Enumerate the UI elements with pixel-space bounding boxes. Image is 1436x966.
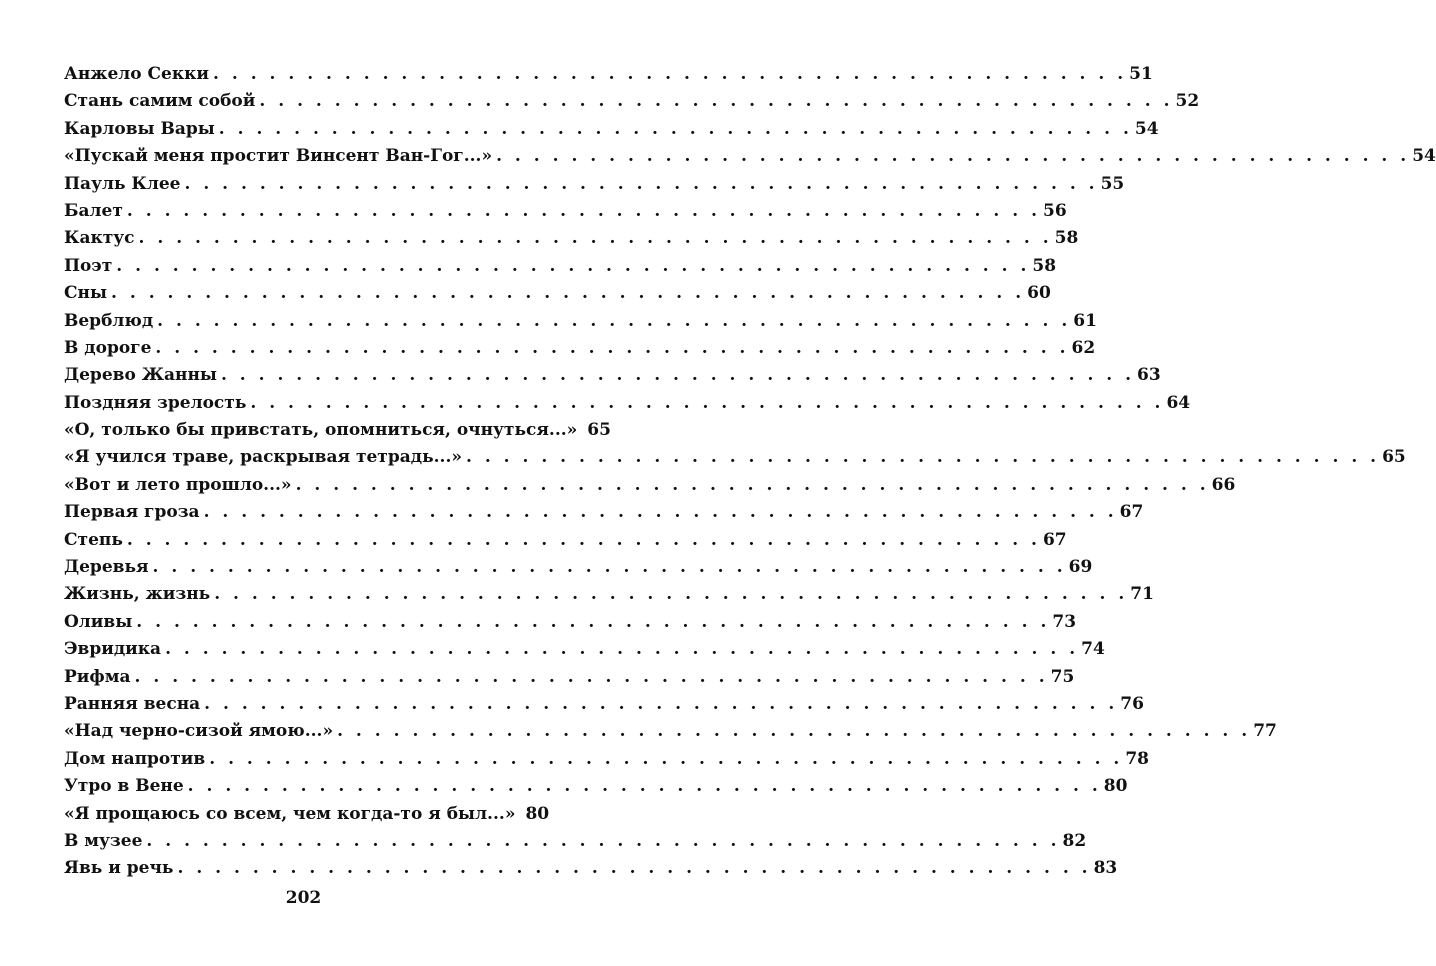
toc-entry-page: 80: [1103, 776, 1128, 797]
toc-entry-title: «Я учился траве, раскрывая тетрадь...»: [64, 447, 462, 468]
toc-entry: [64, 584, 1154, 611]
toc-entry-title: Степь: [64, 529, 123, 550]
toc-entry-title: Рифма: [64, 666, 131, 687]
toc-entry-page: 61: [1073, 310, 1097, 331]
toc-entry-title: Эвридика: [64, 639, 162, 660]
toc-entry: [64, 666, 1075, 694]
dot-leader: [136, 612, 1046, 632]
toc-entry: [64, 474, 1236, 502]
toc-entry: [64, 776, 1128, 803]
toc-entry: [64, 830, 1087, 858]
toc-entry-title: Верблюд: [64, 310, 154, 331]
dot-leader: [250, 393, 1160, 413]
dot-leader: [157, 311, 1067, 331]
dot-leader: [139, 228, 1049, 248]
toc-entry: [64, 529, 1067, 557]
toc-entry-page: 71: [1130, 584, 1154, 605]
dot-leader: [213, 64, 1123, 84]
toc-entry-title: В дороге: [64, 337, 152, 358]
toc-entry: [64, 91, 1200, 118]
toc-entry: [64, 64, 1153, 91]
toc-entry-title: Дом напротив: [64, 748, 206, 769]
dot-leader: [116, 256, 1026, 276]
toc-entry-page: 74: [1081, 639, 1105, 660]
toc-entry-page: 58: [1032, 255, 1057, 276]
toc-entry-title: Ранняя весна: [64, 693, 201, 714]
toc-entry-page: 78: [1125, 748, 1149, 769]
toc-entry: [64, 365, 1161, 392]
dot-leader: [153, 557, 1063, 577]
toc-entry-title: «Вот и лето прошло...»: [64, 474, 292, 495]
toc-entry: [64, 693, 1144, 721]
toc-entry-page: 69: [1068, 557, 1093, 578]
toc-entry-page: 65: [1382, 447, 1406, 468]
table-of-contents: [64, 64, 1436, 886]
toc-entry-title: Оливы: [64, 611, 133, 632]
toc-entry-page: 65: [587, 420, 611, 441]
toc-entry-title: Поэт: [64, 255, 113, 276]
toc-entry-page: 62: [1071, 337, 1096, 358]
dot-leader: [111, 283, 1021, 303]
toc-entry-page: 66: [1211, 474, 1236, 495]
toc-entry-title: Первая гроза: [64, 502, 200, 523]
dot-leader: [188, 776, 1098, 796]
toc-entry: [64, 200, 1067, 228]
toc-entry-page: 73: [1052, 611, 1077, 632]
toc-entry-title: Дерево Жанны: [64, 365, 217, 386]
toc-entry-title: Карловы Вары: [64, 118, 215, 139]
dot-leader: [204, 502, 1114, 522]
toc-entry-page: 67: [1119, 502, 1144, 523]
toc-entry-title: Пауль Клее: [64, 173, 181, 194]
toc-entry: [64, 611, 1077, 639]
toc-entry-page: 54: [1412, 146, 1436, 167]
toc-entry-title: Анжело Секки: [64, 64, 210, 84]
toc-entry-title: Явь и речь: [64, 858, 174, 879]
toc-entry-title: Кактус: [64, 228, 135, 249]
toc-entry: [64, 337, 1096, 365]
toc-entry: [64, 502, 1144, 529]
dot-leader: [146, 831, 1056, 851]
toc-entry-title: Жизнь, жизнь: [64, 584, 211, 605]
toc-entry-page: 55: [1100, 173, 1125, 194]
toc-entry-page: 76: [1120, 693, 1144, 714]
toc-entry-title: «Над черно-сизой ямою...»: [64, 721, 334, 742]
dot-leader: [127, 530, 1037, 550]
toc-entry: [64, 228, 1079, 255]
toc-entry: [64, 310, 1097, 338]
toc-entry-title: «Пускай меня простит Винсент Ван-Гог...»: [64, 146, 493, 167]
toc-entry-page: 80: [525, 803, 550, 824]
toc-entry-page: 56: [1042, 200, 1067, 221]
dot-leader: [165, 639, 1075, 659]
toc-entry: [64, 721, 1277, 748]
toc-entry: [64, 858, 1118, 885]
toc-entry-page: 64: [1166, 392, 1191, 413]
dot-leader: [259, 91, 1169, 111]
toc-entry: [64, 803, 550, 831]
dot-leader: [221, 365, 1131, 385]
toc-entry-title: Утро в Вене: [64, 776, 184, 797]
toc-entry-title: Сны: [64, 283, 108, 304]
toc-entry: [64, 146, 1436, 173]
toc-entry: [64, 173, 1125, 201]
toc-entry-title: В музее: [64, 830, 143, 851]
toc-entry: [64, 557, 1093, 584]
toc-entry-page: 60: [1027, 283, 1051, 304]
dot-leader: [219, 119, 1129, 139]
dot-leader: [209, 749, 1119, 769]
toc-entry-page: 77: [1253, 721, 1277, 742]
toc-entry: [64, 255, 1057, 283]
toc-entry-title: Стань самим собой: [64, 91, 256, 112]
dot-leader: [466, 447, 1376, 467]
toc-entry-page: 67: [1042, 529, 1067, 550]
dot-leader: [496, 146, 1406, 166]
dot-leader: [337, 721, 1247, 741]
toc-entry-page: 63: [1137, 365, 1161, 386]
toc-entry-title: «О, только бы привстать, опомниться, очнуться...»: [64, 420, 578, 441]
toc-entry: [64, 447, 1406, 474]
toc-entry: [64, 420, 611, 447]
toc-entry: [64, 392, 1191, 420]
toc-entry-title: Деревья: [64, 557, 149, 578]
toc-entry: [64, 118, 1159, 146]
toc-entry-title: Балет: [64, 200, 123, 221]
dot-leader: [177, 858, 1087, 878]
toc-entry-page: 82: [1062, 830, 1087, 851]
dot-leader: [127, 201, 1037, 221]
toc-entry: [64, 748, 1149, 776]
toc-entry-page: 52: [1175, 91, 1200, 112]
dot-leader: [184, 174, 1094, 194]
toc-entry-page: 58: [1054, 228, 1079, 249]
toc-entry-title: «Я прощаюсь со всем, чем когда-то я был...»: [64, 803, 516, 824]
page-number: 202: [285, 888, 322, 908]
toc-entry-page: 54: [1134, 118, 1159, 139]
dot-leader: [214, 584, 1124, 604]
toc-entry-page: 51: [1129, 64, 1153, 84]
toc-entry: [64, 639, 1105, 666]
toc-entry-page: 83: [1093, 858, 1118, 879]
dot-leader: [135, 667, 1045, 687]
toc-entry-page: 75: [1050, 666, 1075, 687]
dot-leader: [155, 338, 1065, 358]
dot-leader: [204, 694, 1114, 714]
toc-entry-title: Поздняя зрелость: [64, 392, 247, 413]
toc-entry: [64, 283, 1051, 310]
dot-leader: [296, 475, 1206, 495]
